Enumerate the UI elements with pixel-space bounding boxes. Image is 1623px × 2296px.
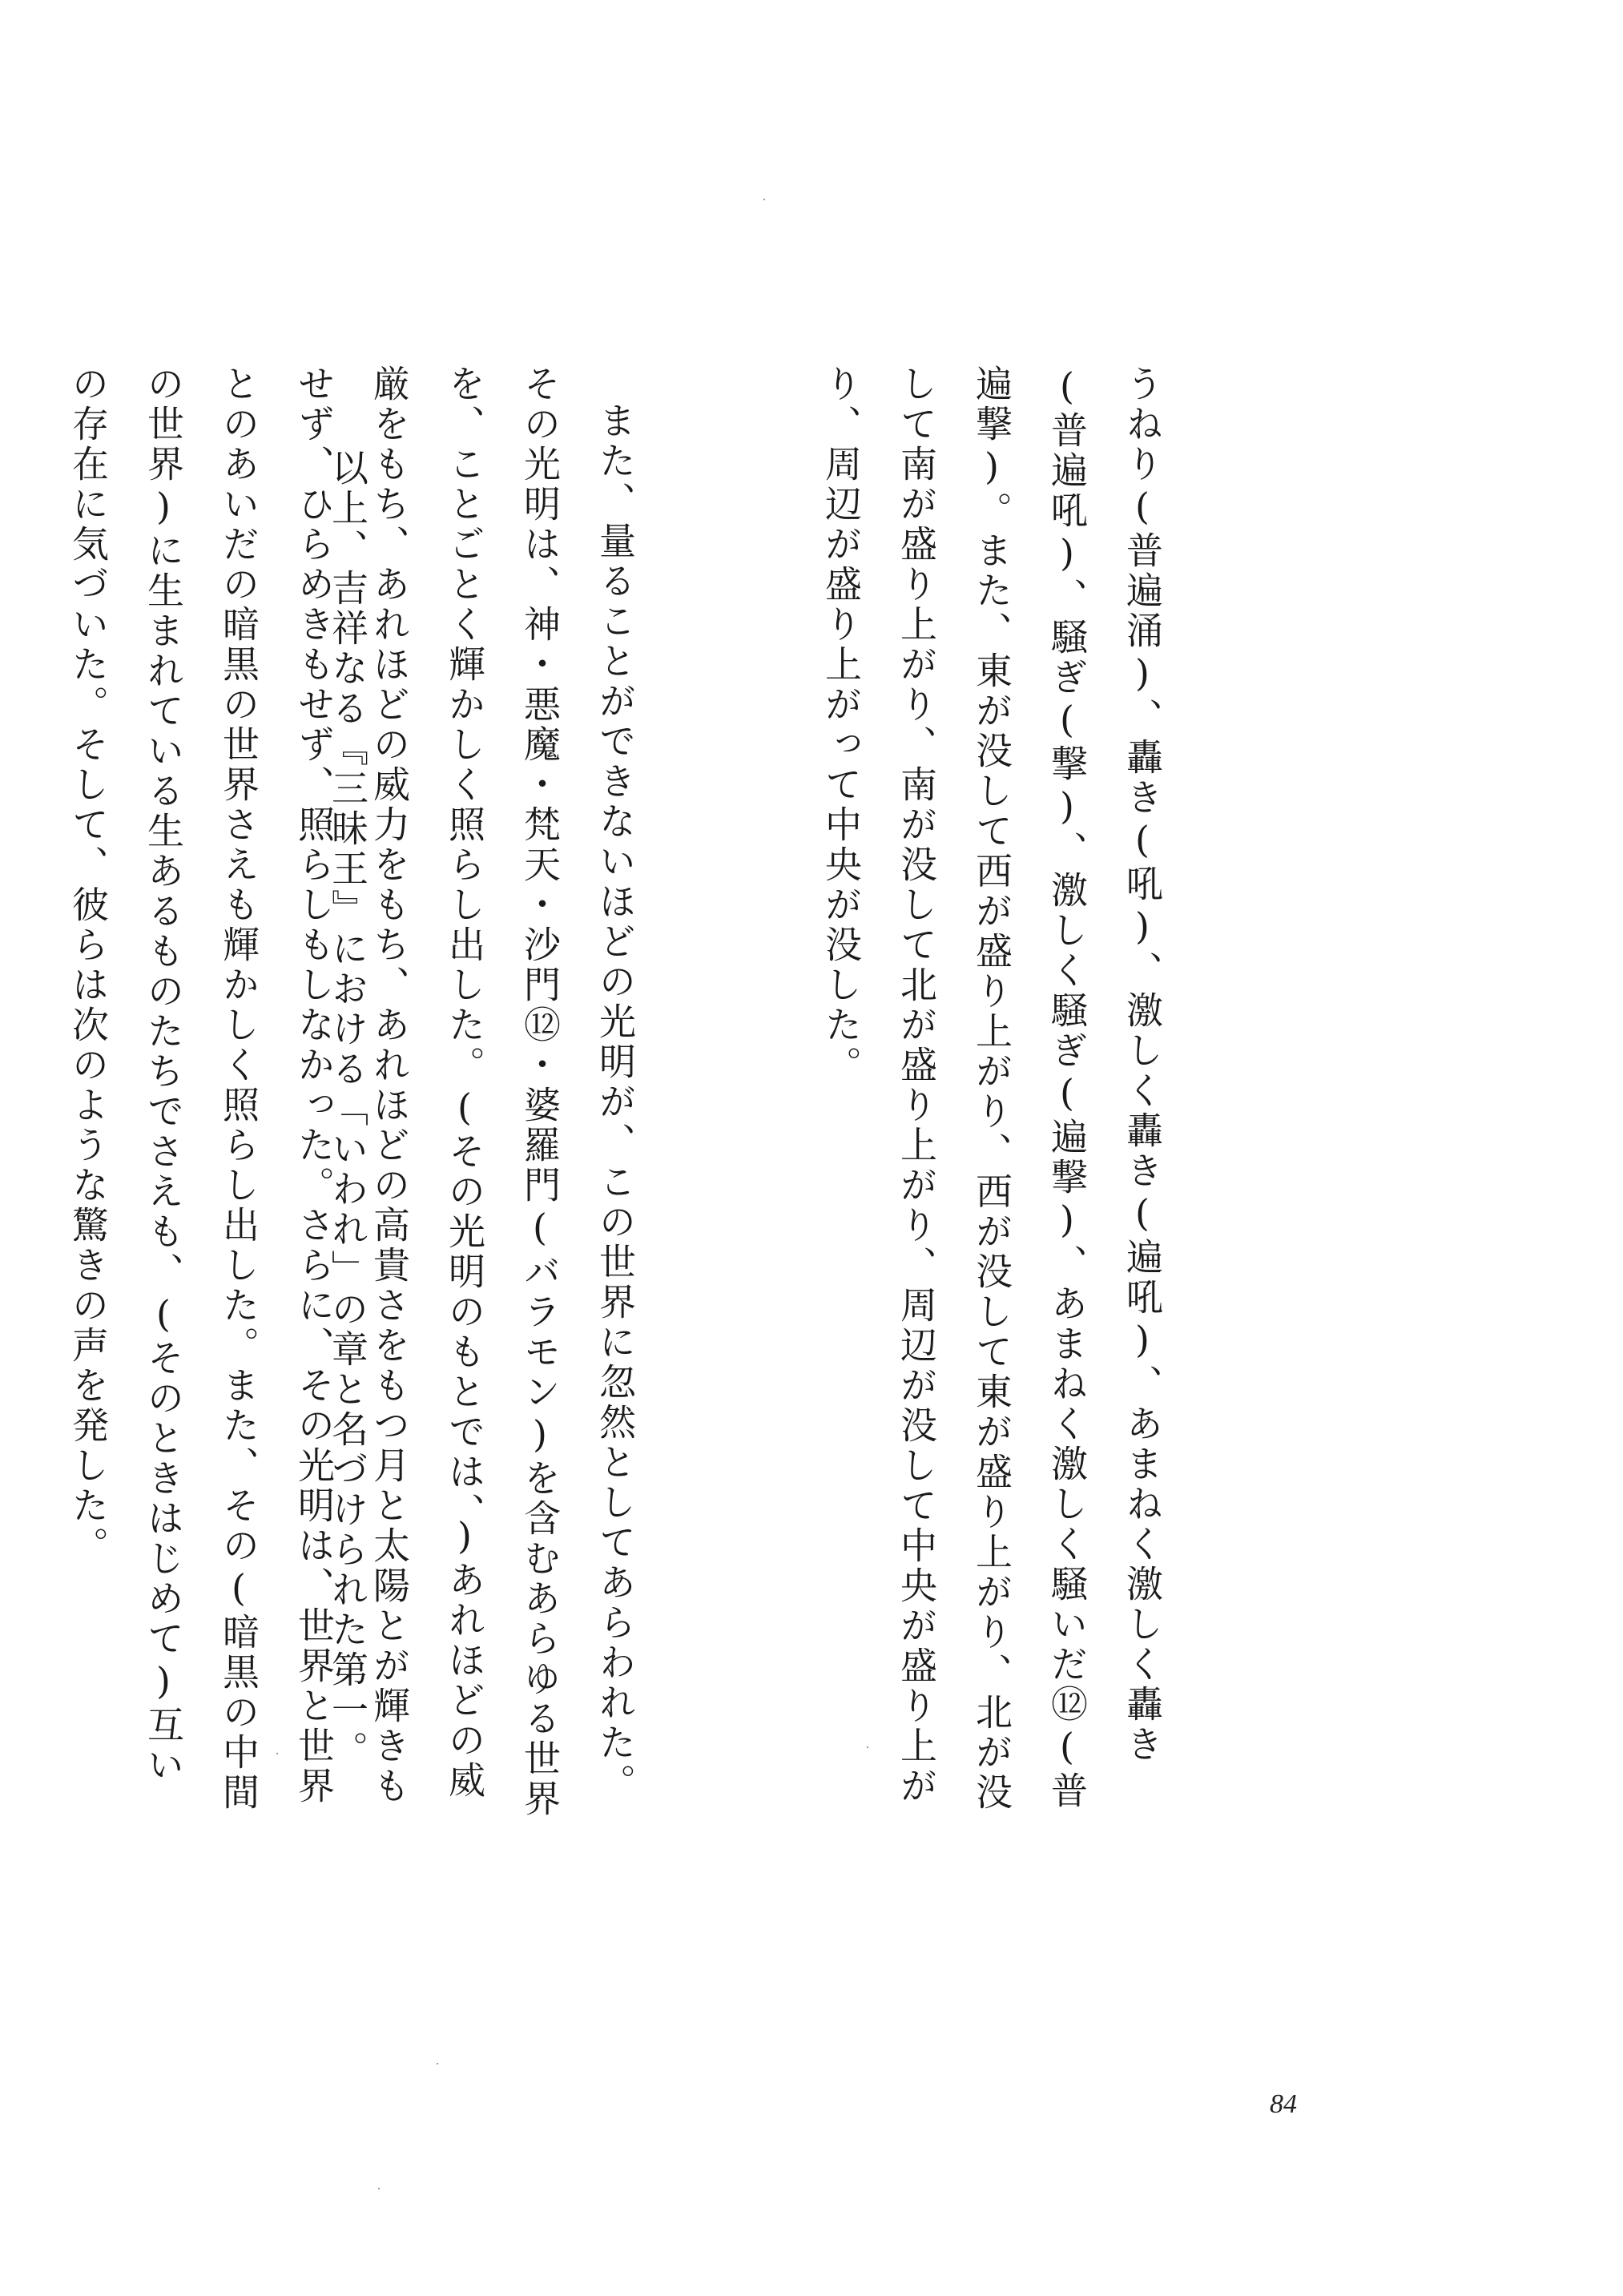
scan-speck	[276, 1753, 278, 1754]
paragraph-radiance: また、量ることができないほどの光明が、この世界に忽然としてあらわれた。その光明は、神・悪魔・梵天・沙門⑫・婆羅門(バラモン)を含むあらゆる世界を、ことごとく輝かしく照らし出した。(その光明のもとでは、)あれほどの威厳をもち、あれほどの威力をもち、あれほどの高貴さをもつ月と太陽とが輝きもせず、ひらめきもせず、照らしもしなかった。さらに、その光明は、世界と世界とのあいだの暗黒の世界さえも輝かしく照らし出した。また、その(暗黒の中間の世界)に生まれている生あるものたちでさえも、(そのときはじめて)互いの存在に気づいた。そして、彼らは次のような驚きの声を発した。	[66, 365, 637, 1819]
scan-speck	[763, 199, 765, 200]
body-text	[0, 365, 1331, 1823]
paragraph-earthquake: うねり(普遍涌)、轟き(吼)、激しく轟き(遍吼)、あまねく激しく轟き(普遍吼)、騒ぎ(撃)、激しく騒ぎ(遍撃)、あまねく激しく騒いだ⑫(普遍撃)。また、東が没して西が盛り上がり、西が没して東が盛り上がり、北が没して南が盛り上がり、南が没して北が盛り上がり、周辺が没して中央が盛り上がり、周辺が盛り上がって中央が没した。	[820, 365, 1164, 1813]
chapter-colophon: 以上、吉祥なる『三昧王』における「いわれ」の章と名づけられた第一。	[326, 449, 369, 1770]
scan-speck	[437, 2063, 438, 2064]
page-number: 84	[1270, 2089, 1297, 2119]
scan-speck	[378, 2188, 380, 2189]
scan-speck	[867, 1746, 868, 1748]
